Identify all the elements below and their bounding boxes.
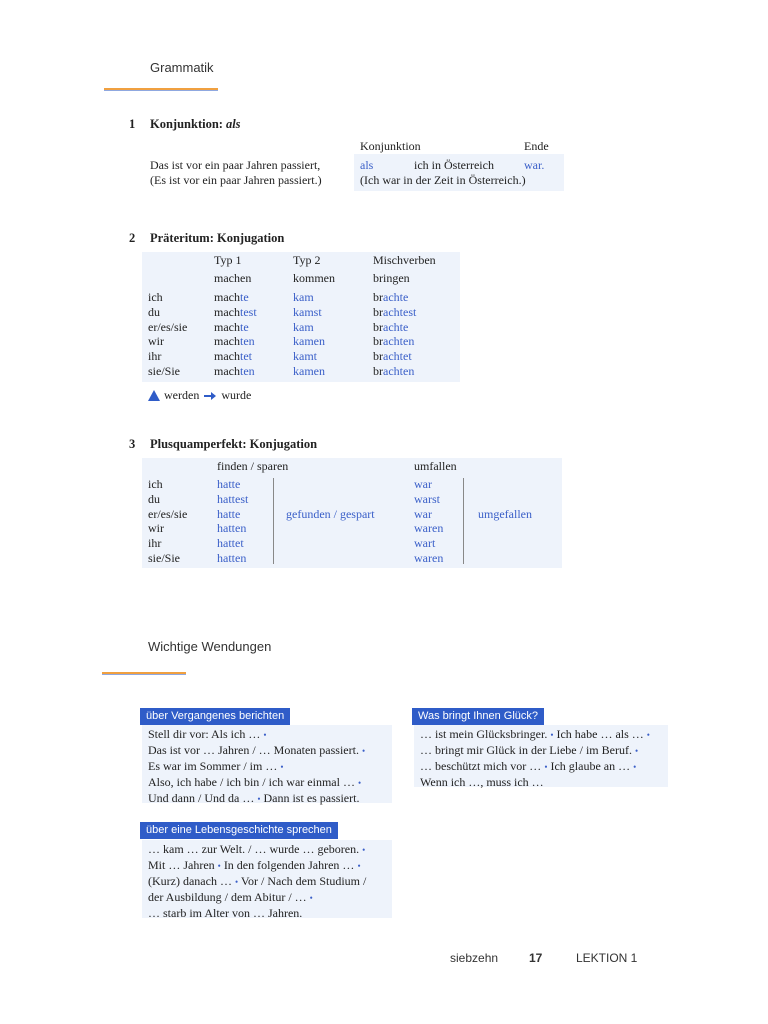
s1-header-konjunktion: Konjunktion xyxy=(360,139,421,153)
s2-note-to: wurde xyxy=(221,388,252,402)
s3-haben-form: hattest xyxy=(217,491,249,506)
box1-phrase: Das ist vor … Jahren / … Monaten passiert. • xyxy=(148,743,366,757)
bullet-dot-icon: • xyxy=(280,762,284,772)
box3-phrase: der Ausbildung / dem Abitur / … • xyxy=(148,890,313,904)
s2-note-from: werden xyxy=(164,388,200,402)
s2-machen-form: machte xyxy=(214,290,249,304)
wendungen-title: Wichtige Wendungen xyxy=(148,639,272,654)
s2-pronoun: ihr xyxy=(148,349,162,364)
warning-triangle-icon xyxy=(148,390,160,401)
section-1-number: 1 xyxy=(129,117,136,131)
s1-war: war. xyxy=(524,158,545,172)
box2-phrase: … bringt mir Glück in der Liebe / im Beruf. • xyxy=(420,743,639,757)
box1-phrase: Also, ich habe / ich bin / ich war einmal … • xyxy=(148,775,362,789)
s3-participle-2: umgefallen xyxy=(478,507,532,521)
wendungen-underline xyxy=(102,672,186,674)
s3-haben-form: hatten xyxy=(217,550,247,565)
s2-kommen-form: kamst xyxy=(293,304,322,319)
s2-machen-form: machten xyxy=(214,334,255,349)
footer-lektion: LEKTION 1 xyxy=(576,951,638,965)
box3-label: über eine Lebensgeschichte sprechen xyxy=(140,822,338,839)
s2-kommen-form: kamt xyxy=(293,349,317,364)
box1-phrase: Stell dir vor: Als ich … • xyxy=(148,727,267,741)
bullet-dot-icon: • xyxy=(263,730,267,740)
s3-haben-form: hatte xyxy=(217,506,241,521)
s2-machen-form: machten xyxy=(214,363,255,378)
s3-pronoun: ich xyxy=(148,477,163,491)
s2-bringen-form: brachten xyxy=(373,334,415,349)
s3-haben-form: hatten xyxy=(217,521,247,536)
s2-machen-form: machtet xyxy=(214,349,252,364)
section-1-heading xyxy=(150,117,241,132)
box3-phrase: (Kurz) danach … • Vor / Nach dem Studium / xyxy=(148,874,367,888)
s2-bringen-form: brachte xyxy=(373,290,409,304)
s2-verb-kommen: kommen xyxy=(293,271,335,285)
s2-note xyxy=(148,388,251,403)
grammatik-title: Grammatik xyxy=(150,60,214,75)
s3-pronoun: er/es/sie xyxy=(148,506,188,521)
s3-sein-form: waren xyxy=(414,550,444,565)
s3-sein-form: wart xyxy=(414,536,436,551)
bullet-dot-icon: • xyxy=(544,762,548,772)
bullet-dot-icon: • xyxy=(633,762,637,772)
bullet-dot-icon: • xyxy=(357,861,361,871)
s3-pronoun-column xyxy=(148,477,187,566)
box1-phrase: Es war im Sommer / im … • xyxy=(148,759,284,773)
s3-haben-form: hatte xyxy=(217,477,241,491)
s2-pronoun: wir xyxy=(148,334,164,349)
box2-label: Was bringt Ihnen Glück? xyxy=(412,708,544,725)
box1-phrases xyxy=(148,727,365,807)
s2-verb-bringen: bringen xyxy=(373,271,410,285)
footer-page-number: 17 xyxy=(529,951,543,965)
box1-label: über Vergangenes berichten xyxy=(140,708,290,725)
s1-right-line-2: (Ich war in der Zeit in Österreich.) xyxy=(360,173,526,187)
s2-kommen-column xyxy=(293,290,325,379)
s2-kommen-form: kamen xyxy=(293,363,325,378)
s2-bringen-form: brachten xyxy=(373,363,415,378)
bullet-dot-icon: • xyxy=(309,893,313,903)
s3-sein-form: warst xyxy=(414,491,440,506)
s3-header-finden-sparen: finden / sparen xyxy=(217,459,289,473)
s2-kommen-form: kamen xyxy=(293,334,325,349)
bullet-dot-icon: • xyxy=(646,730,650,740)
grammatik-underline xyxy=(104,88,218,90)
s2-bringen-form: brachtest xyxy=(373,304,417,319)
s3-pronoun: sie/Sie xyxy=(148,550,180,565)
bullet-dot-icon: • xyxy=(217,861,221,871)
s2-pronoun: ich xyxy=(148,290,163,304)
s2-machen-column xyxy=(214,290,257,379)
bullet-dot-icon: • xyxy=(634,746,639,756)
s2-machen-form: machtest xyxy=(214,304,257,319)
s2-pronoun: er/es/sie xyxy=(148,319,188,334)
box2-phrases xyxy=(420,727,650,790)
s2-bringen-form: brachtet xyxy=(373,349,412,364)
s3-divider-2 xyxy=(463,478,464,564)
s3-sein-form: war xyxy=(414,477,432,491)
s1-header-ende: Ende xyxy=(524,139,549,153)
s3-haben-form: hattet xyxy=(217,536,244,551)
box3-phrase: … starb im Alter von … Jahren. xyxy=(148,906,303,920)
section-3-number: 3 xyxy=(129,437,136,451)
s2-bringen-column xyxy=(373,290,416,379)
s2-kommen-form: kam xyxy=(293,290,314,304)
s3-header-umfallen: umfallen xyxy=(414,459,457,473)
s2-pronoun: sie/Sie xyxy=(148,363,180,378)
section-1-title-em: als xyxy=(225,117,241,131)
s1-als: als xyxy=(360,158,374,172)
box3-phrase: … kam … zur Welt. / … wurde … geboren. • xyxy=(148,842,366,856)
box1-phrase: Und dann / Und da … • Dann ist es passiert. xyxy=(148,791,360,805)
section-2-title: Präteritum: Konjugation xyxy=(150,231,285,245)
s2-pronoun-column xyxy=(148,290,187,379)
bullet-dot-icon: • xyxy=(362,845,366,855)
s3-sein-form: war xyxy=(414,506,432,521)
s3-pronoun: du xyxy=(148,491,160,506)
box2-phrase: … ist mein Glücksbringer. • Ich habe … als … • xyxy=(420,727,650,741)
bullet-dot-icon: • xyxy=(361,746,366,756)
s3-sein-column xyxy=(414,477,443,566)
box2-phrase: Wenn ich …, muss ich … xyxy=(420,775,544,789)
s3-pronoun: ihr xyxy=(148,536,162,551)
s2-header-typ1: Typ 1 xyxy=(214,253,242,267)
s1-left-line-2: (Es ist vor ein paar Jahren passiert.) xyxy=(150,173,322,187)
bullet-dot-icon: • xyxy=(357,778,362,788)
s2-bringen-form: brachte xyxy=(373,319,409,334)
bullet-dot-icon: • xyxy=(234,877,239,887)
s3-sein-form: waren xyxy=(414,521,444,536)
s3-pronoun: wir xyxy=(148,521,164,536)
s2-kommen-form: kam xyxy=(293,319,314,334)
section-3-title: Plusquamperfekt: Konjugation xyxy=(150,437,318,451)
s2-pronoun: du xyxy=(148,304,160,319)
box3-phrase: Mit … Jahren • In den folgenden Jahren … • xyxy=(148,858,361,872)
s1-left-line-1: Das ist vor ein paar Jahren passiert, xyxy=(150,158,321,172)
s3-divider-1 xyxy=(273,478,274,564)
s2-header-misch: Mischverben xyxy=(373,253,436,267)
box3-phrases xyxy=(148,842,366,921)
arrow-right-icon xyxy=(203,391,217,401)
bullet-dot-icon: • xyxy=(550,730,554,740)
s3-participle-1: gefunden / gespart xyxy=(286,507,375,521)
bullet-dot-icon: • xyxy=(257,794,261,804)
section-2-number: 2 xyxy=(129,231,136,245)
s1-mid: ich in Österreich xyxy=(414,158,494,172)
footer-page-word: siebzehn xyxy=(450,951,499,965)
s3-haben-column xyxy=(217,477,248,566)
box2-phrase: … beschützt mich vor … • Ich glaube an … • xyxy=(420,759,637,773)
s2-header-typ2: Typ 2 xyxy=(293,253,321,267)
section-1-title: Konjunktion: xyxy=(150,117,223,131)
s2-verb-machen: machen xyxy=(214,271,252,285)
s2-machen-form: machte xyxy=(214,319,249,334)
